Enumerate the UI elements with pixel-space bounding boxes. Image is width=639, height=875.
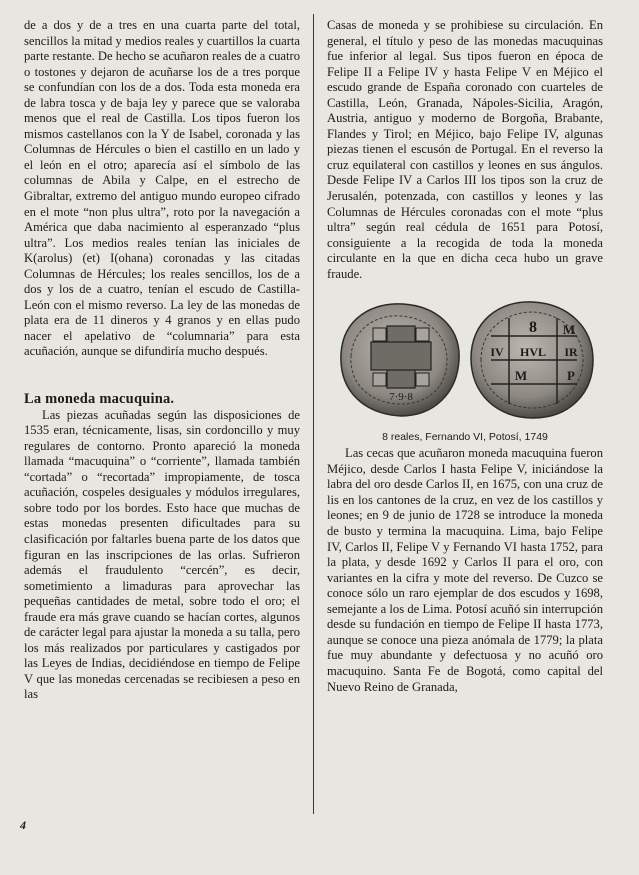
coin-reverse	[471, 302, 593, 418]
figure-caption: 8 reales, Fernando VI, Potosí, 1749	[382, 431, 548, 444]
reverse-mark-denomination: 8	[529, 319, 537, 337]
top-paragraph: Casas de moneda y se prohibiese su circulación. En general, el título y peso de las monedas macuquinas fue inferior al legal. Sus tipos fueron en época de Felipe II a Felipe IV y hasta Felipe V en Méjico el escudo grande de España coronado con cuarteles de Castilla, León, Granada, Nápoles-Sicilia, Aragón, Austria, antiguo y moderno de Borgoña, Brabante, Flandes y Tirol; en Méjico, bajo Felipe IV, algunas piezas tienen el escusón de Portugal. En el reverso la cruz equilateral con castillos y leones en sus ángulos. Desde Felipe IV a Carlos III los tipos son la cruz de Jerusalén, potenzada, con castillos y leones y las Columnas de Hércules coronadas con el mote “plus ultra” según real cédula de 1651 para Potosí, consiguiente a la recogida de toda la moneda circulante en la que en dicha ceca hubo un grave fraude.	[327, 18, 603, 281]
reverse-mark-assayer: P	[567, 368, 575, 384]
section-heading: La moneda macuquina.	[24, 391, 175, 408]
right-column	[327, 18, 603, 695]
reverse-mark-right: IR	[564, 345, 578, 360]
column-divider	[313, 14, 314, 814]
coin-figure	[327, 296, 603, 446]
left-column	[24, 18, 300, 703]
bottom-paragraph: Las cecas que acuñaron moneda macuquina fueron Méjico, desde Carlos I hasta Felipe V, iniciándose la labra del oro desde Carlos II, en 1675, con una cruz de lis en los cantones de la cruz, en vez de los castillos y leones; en 9 de junio de 1728 se introduce la moneda de busto y termina la macuquina. Lima, bajo Felipe IV, Carlos II, Felipe V y Fernando VI hasta 1752, para la plata, y desde 1692 y Carlos II para el oro, con variantes en la cifra y mote del reverso. De Cuzco se conoce sólo un raro ejemplar de dos escudos y 1698, semejante a los de Lima. Potosí acuñó sin interrupción desde su fundación en tiempo de Felipe II hasta 1773, aunque se conoce una pieza anómala de 1779; la plata fue muy abundante y defectuosa y no acuñó oro macuquino. Santa Fe de Bogotá, como capital del Nuevo Reino de Granada,	[327, 446, 603, 694]
intro-paragraph: de a dos y de a tres en una cuarta parte del total, sencillos la mitad y medios reales y cuartillos la cuarta parte restante. De hecho se acuñaron reales de a cuatro o tostones y dejaron de acuñarse los de a tres porque se confundían con los de a dos. Toda esta moneda era de labra tosca y de baja ley y parece que se valoraba menos que el real de Castilla. Los tipos fueron los mismos castellanos con la Y de Isabel, coronada y las Columnas de Hércules o bien el castillo en un lado y el león en el otro; aparecía así el símbolo de las columnas de Abila y Calpe, en el estrecho de Gibraltar, extremo del antiguo mundo europeo cifrado en el mote “non plus ultra”, roto por la navegación a América que daba nacimiento al esperanzado “plus ultra”. Los medios reales tenían las iniciales de K(arolus) (et) I(ohana) coronadas y las citadas Columnas de Hércules; los reales sencillos, los de a dos y los de a cuatro, tenían el escudo de Castilla-León con el mismo reverso. La ley de las monedas de plata era de 11 dineros y 4 granos y en ellas pudo nacer el apelativo de “columnaria” para esta acuñación, aunque se difundiría mucho después.	[24, 18, 300, 359]
reverse-mark-lower: M	[514, 368, 528, 384]
reverse-mark-center: HVL	[519, 345, 547, 360]
coin-obverse	[341, 304, 459, 416]
section-paragraph: Las piezas acuñadas según las disposiciones de 1535 eran, técnicamente, lisas, sin cordoncillo y muy regulares de contorno. Pronto apareció la moneda llamada “macuquina” o “corriente”, llamada también “cortada” o “recortada” impropiamente, de tosca acuñación, cospeles desiguales y módulos irregulares, sobre todo por los bordes. Esto hace que muchas de estas monedas presenten dificultades para su clasificación por faltarles buena parte de los datos que figuran en las inscripciones de las orlas. Sufrieron además el fraudulento “cercén”, es decir, sometimiento a limaduras para aprovechar las pequeñas cantidades de metal, sobre todo el oro; el fraude era más grave cuando se hacían cortes, algunos de carácter legal para ajustar la moneda a su talla, pero los más realizados por particulares y castigados por las Leyes de Indias, decidiéndose en tiempo de Felipe V que las monedas cercenadas se recibiesen a peso en las	[24, 407, 300, 702]
reverse-mark-left: IV	[490, 345, 504, 360]
reverse-mark-mint: M	[562, 322, 576, 338]
page-number: 4	[20, 818, 26, 832]
coin-illustration	[331, 296, 599, 422]
obverse-mark: 7·9·8	[389, 391, 413, 404]
